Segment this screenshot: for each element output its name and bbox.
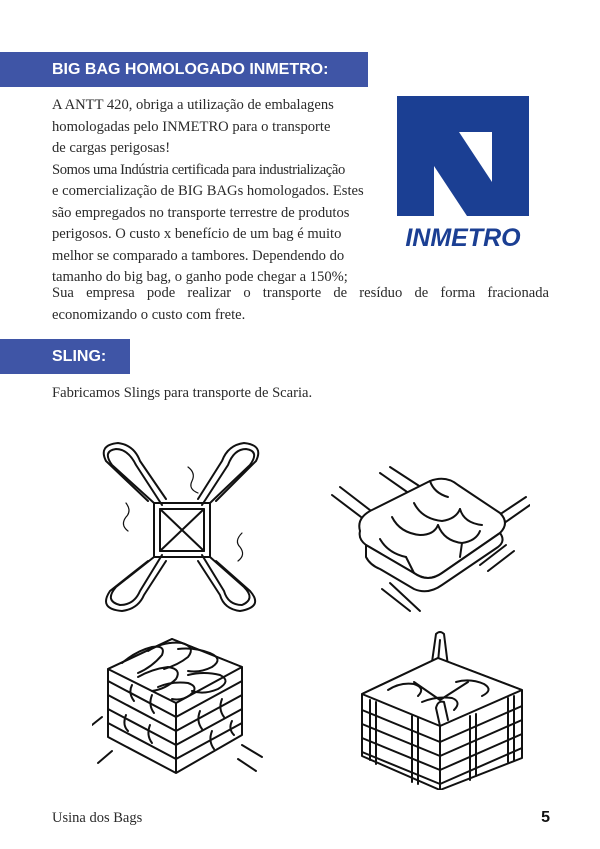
text-line: A ANTT 420, obriga a utilização de embalagens [52, 97, 334, 113]
inmetro-logo [397, 96, 529, 250]
sling-description: Fabricamos Slings para transporte de Scaria. [52, 385, 313, 401]
text-line: são empregados no transporte terrestre de produtos [52, 204, 350, 221]
logo-text: INMETRO [405, 224, 521, 250]
text-line: Somos uma Indústria certificada para industrialização [52, 161, 345, 178]
page-number: 5 [541, 809, 550, 826]
sling-wrapped-load-illustration [330, 453, 530, 613]
text-line: e comercialização de BIG BAGs homologados. Estes [52, 183, 364, 199]
footer-company: Usina dos Bags [52, 810, 143, 826]
sling-flat-illustration [92, 437, 282, 617]
freight-paragraph: Sua empresa pode realizar o transporte de resíduo de forma fracionada economizando o custo com frete. [52, 285, 549, 323]
inmetro-paragraph [52, 95, 372, 289]
text-line: perigosos. O custo x benefício de um bag é muito [52, 226, 342, 242]
section-title-inmetro: BIG BAG HOMOLOGADO INMETRO: [0, 52, 368, 87]
sling-lifted-load-illustration [352, 630, 532, 790]
text-line: melhor se comparado a tambores. Dependendo do [52, 247, 345, 264]
text-line: homologadas pelo INMETRO para o transporte [52, 118, 331, 135]
section-title-sling: SLING: [0, 339, 130, 374]
stacked-bags-illustration [92, 625, 267, 775]
text-line: tamanho do big bag, o ganho pode chegar a 150%; [52, 269, 348, 285]
text-line: de cargas perigosas! [52, 140, 171, 156]
